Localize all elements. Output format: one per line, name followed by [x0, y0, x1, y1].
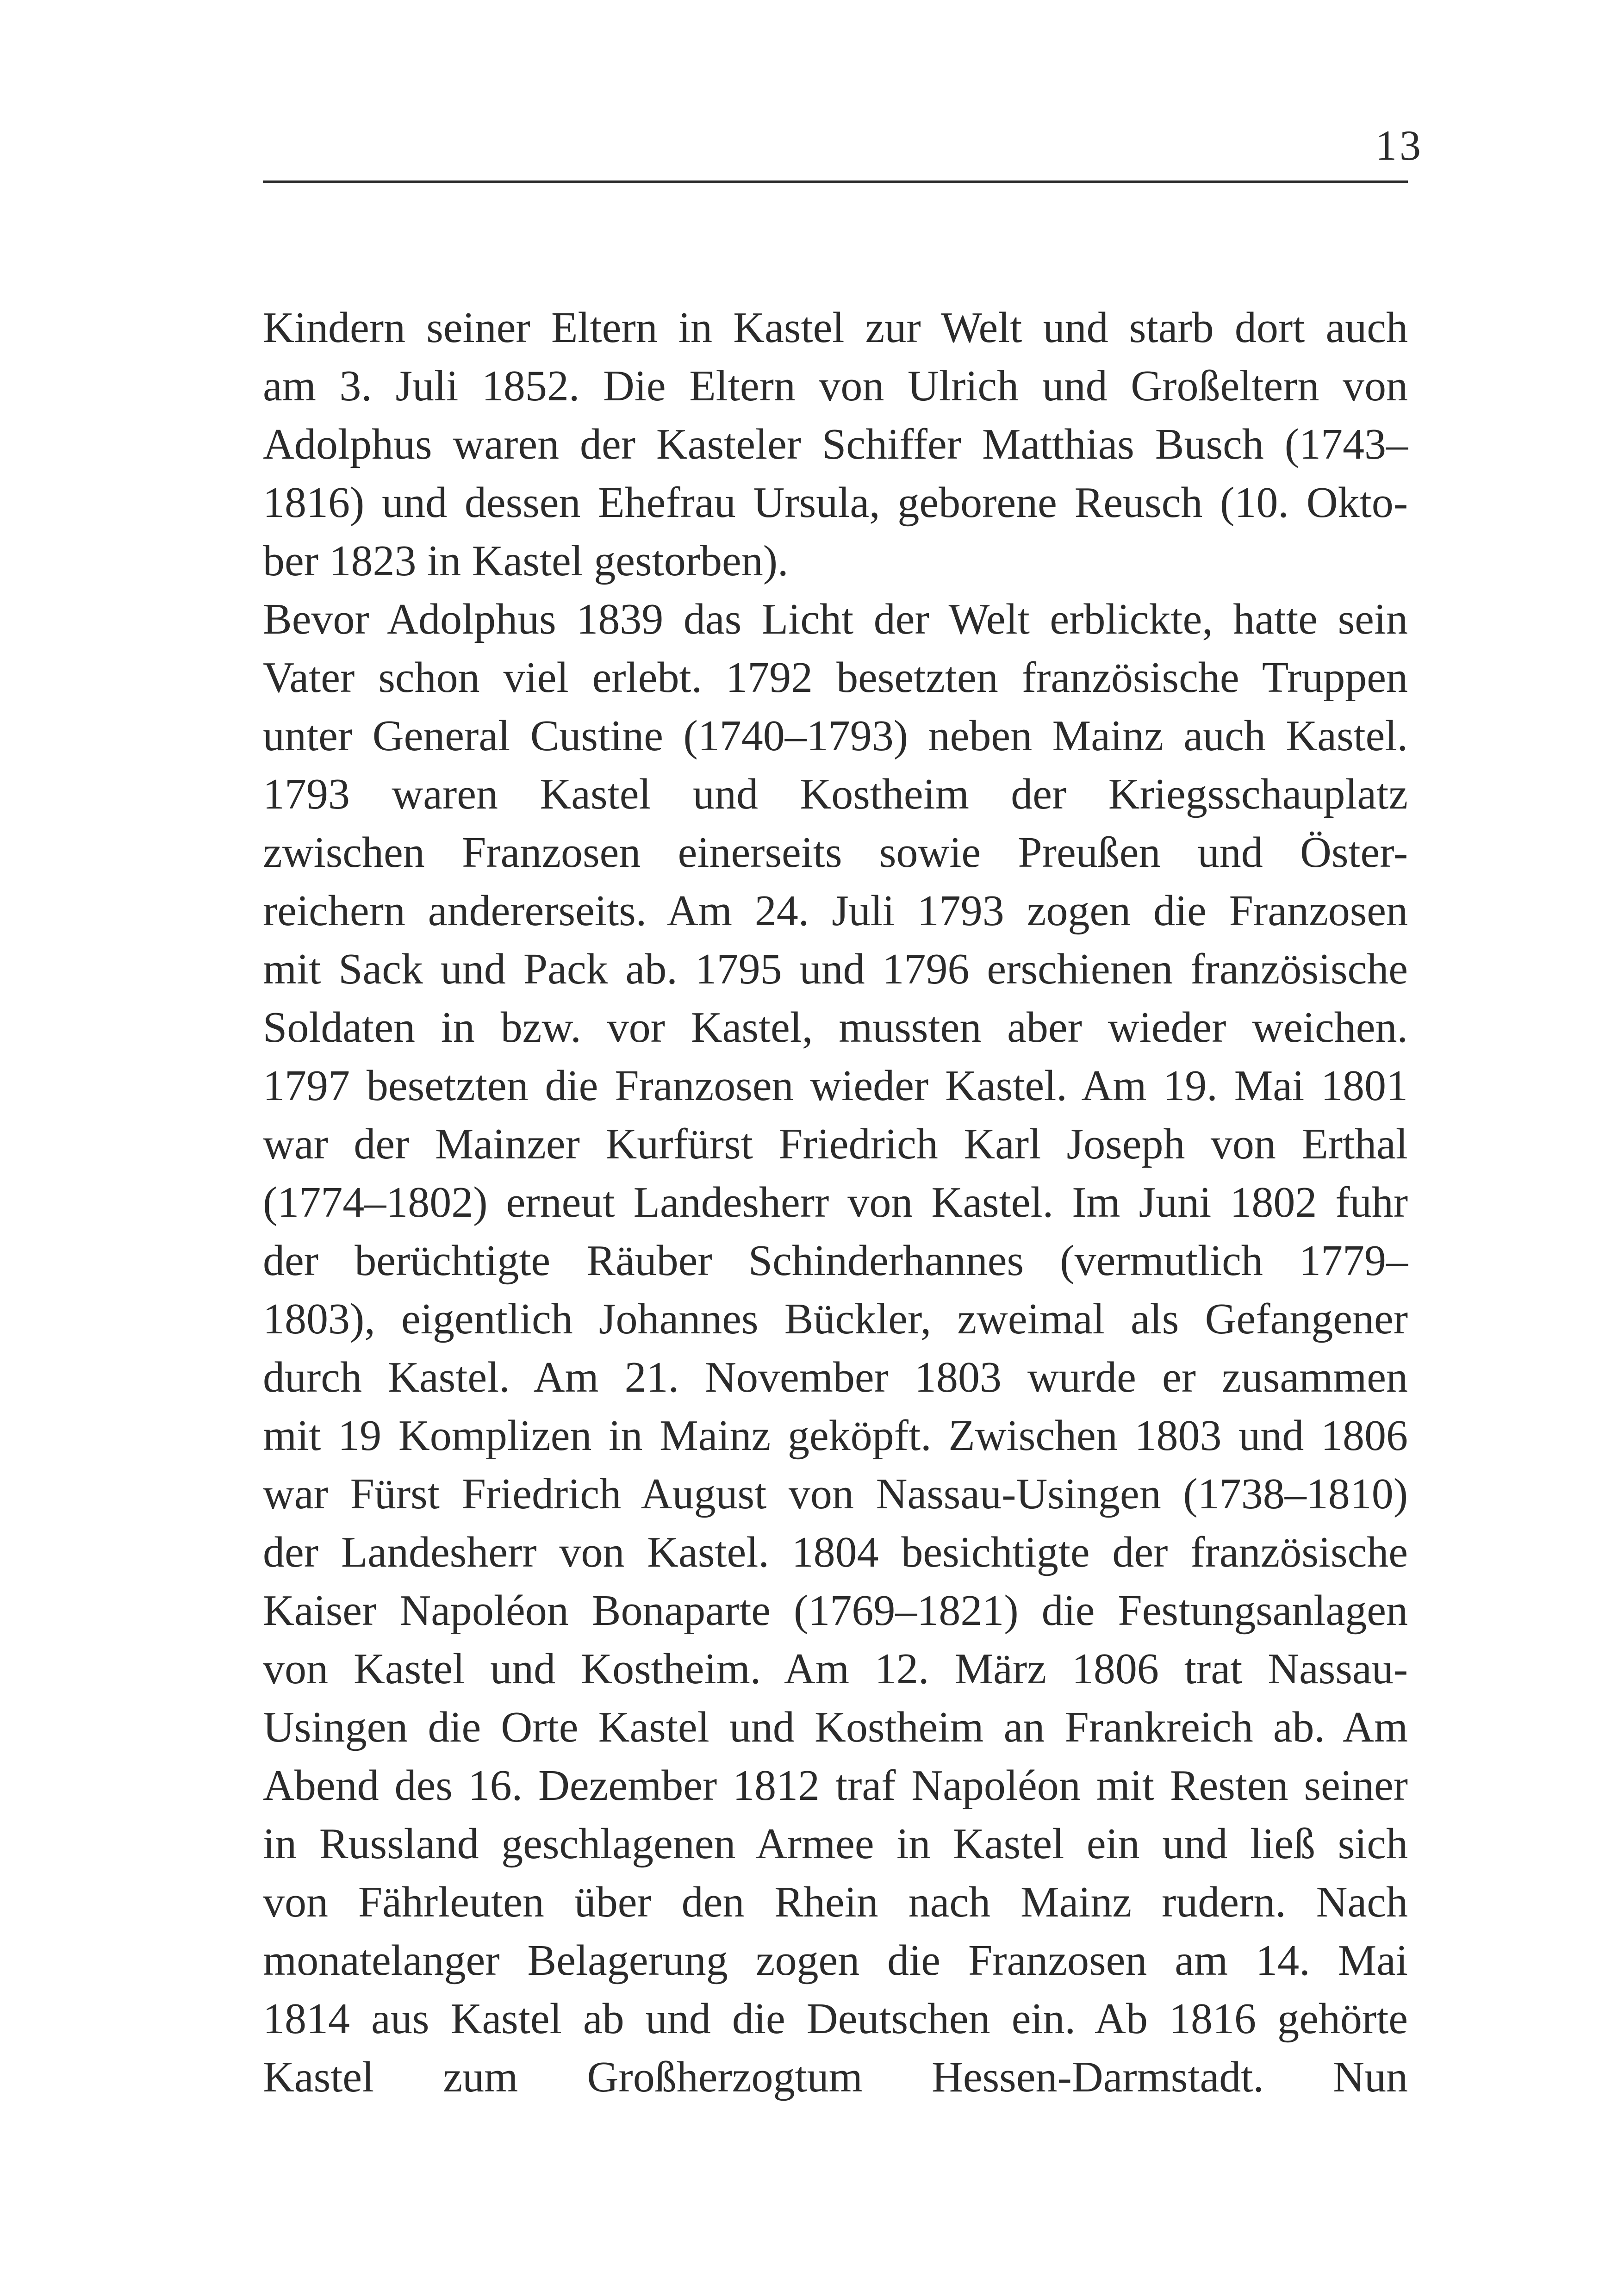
text-line: war Fürst Friedrich August von Nassau-Usingen (1738–1810)	[263, 1470, 1408, 1518]
text-line: von Kastel und Kostheim. Am 12. März 1806 trat Nassau-	[263, 1645, 1408, 1693]
text-line: (1774–1802) erneut Landesherr von Kastel. Im Juni 1802 fuhr	[263, 1178, 1408, 1226]
text-line: in Russland geschlagenen Armee in Kastel ein und ließ sich	[263, 1820, 1408, 1868]
text-line: Kaiser Napoléon Bonaparte (1769–1821) die Festungsanlagen	[263, 1587, 1408, 1635]
text-line: Adolphus waren der Kasteler Schiffer Matthias Busch (1743–	[263, 420, 1408, 468]
text-line: ber 1823 in Kastel gestorben).	[263, 537, 789, 585]
header-rule	[263, 180, 1408, 183]
text-line: 1814 aus Kastel ab und die Deutschen ein. Ab 1816 gehörte	[263, 1995, 1408, 2043]
text-line: reichern andererseits. Am 24. Juli 1793 zogen die Franzosen	[263, 887, 1408, 935]
text-line: der Landesherr von Kastel. 1804 besichtigte der französische	[263, 1528, 1408, 1576]
text-line: Soldaten in bzw. vor Kastel, mussten aber wieder weichen.	[263, 1003, 1408, 1052]
text-line: 1816) und dessen Ehefrau Ursula, geborene Reusch (10. Okto-	[263, 479, 1408, 527]
text-line: 1797 besetzten die Franzosen wieder Kastel. Am 19. Mai 1801	[263, 1062, 1408, 1110]
text-line: zwischen Franzosen einerseits sowie Preußen und Öster-	[263, 828, 1408, 877]
text-line: von Fährleuten über den Rhein nach Mainz rudern. Nach	[263, 1878, 1408, 1926]
text-line: Kastel zum Großherzogtum Hessen-Darmstadt. Nun	[263, 2053, 1408, 2101]
text-line: unter General Custine (1740–1793) neben Mainz auch Kastel.	[263, 712, 1408, 760]
text-line: mit 19 Komplizen in Mainz geköpft. Zwischen 1803 und 1806	[263, 1412, 1408, 1460]
text-line: war der Mainzer Kurfürst Friedrich Karl Joseph von Erthal	[263, 1120, 1408, 1168]
text-line: 1803), eigentlich Johannes Bückler, zweimal als Gefangener	[263, 1295, 1408, 1343]
text-line: am 3. Juli 1852. Die Eltern von Ulrich und Großeltern von	[263, 362, 1408, 410]
page-number: 13	[1375, 122, 1424, 169]
text-line: mit Sack und Pack ab. 1795 und 1796 erschienen französische	[263, 945, 1408, 993]
text-line: Bevor Adolphus 1839 das Licht der Welt erblickte, hatte sein	[263, 595, 1408, 643]
text-line: durch Kastel. Am 21. November 1803 wurde er zusammen	[263, 1353, 1408, 1401]
text-line: 1793 waren Kastel und Kostheim der Kriegsschauplatz	[263, 770, 1408, 818]
text-line: der berüchtigte Räuber Schinderhannes (vermutlich 1779–	[263, 1237, 1408, 1285]
text-line: monatelanger Belagerung zogen die Franzosen am 14. Mai	[263, 1936, 1408, 1985]
text-line: Kindern seiner Eltern in Kastel zur Welt und starb dort auch	[263, 304, 1408, 352]
text-line: Usingen die Orte Kastel und Kostheim an Frankreich ab. Am	[263, 1703, 1408, 1751]
text-line: Abend des 16. Dezember 1812 traf Napoléon mit Resten seiner	[263, 1761, 1408, 1810]
body-text	[263, 299, 1408, 2106]
text-line: Vater schon viel erlebt. 1792 besetzten französische Truppen	[263, 653, 1408, 702]
